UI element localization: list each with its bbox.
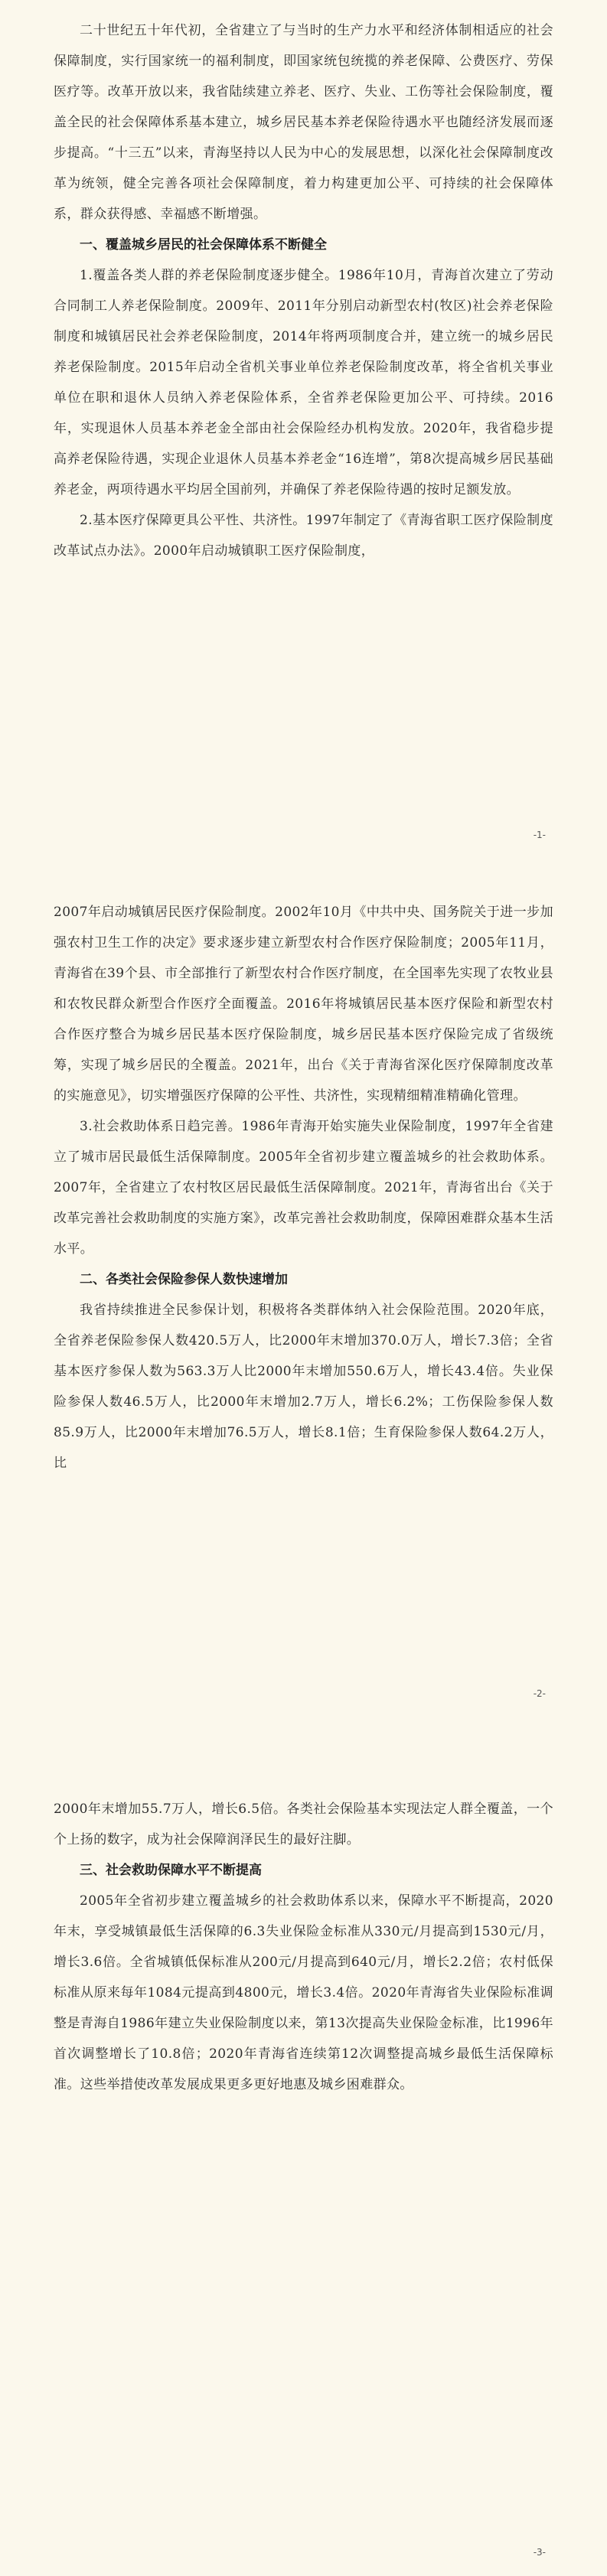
page-number: -1- — [533, 830, 546, 840]
section-heading-3: 三、社会救助保障水平不断提高 — [80, 1863, 262, 1878]
intro-paragraph: 二十世纪五十年代初，全省建立了与当时的生产力水平和经济体制相适应的社会保障制度，实行国家统一的福利制度，即国家统包统揽的养老保障、公费医疗、劳保医疗等。改革开放以来，我省陆续建立养老、医疗、失业、工伤等社会保险制度，覆盖全民的社会保障体系基本建立，城乡居民基本养老保险待遇水平也随经济发展而逐步提高。“十三五”以来，青海坚持以人民为中心的发展思想，以深化社会保障制度改革为统领，健全完善各项社会保障制度，着力构建更加公平、可持续的社会保障体系，群众获得感、幸福感不断增强。 — [54, 23, 553, 222]
medical-paragraph-start: 2.基本医疗保障更具公平性、共济性。1997年制定了《青海省职工医疗保险制度改革试点办法》。2000年启动城镇职工医疗保险制度， — [54, 513, 553, 559]
medical-paragraph-cont: 2007年启动城镇居民医疗保险制度。2002年10月《中共中央、国务院关于进一步加强农村卫生工作的决定》要求逐步建立新型农村合作医疗保险制度；2005年11月，青海省在39个县、市全部推行了新型农村合作医疗制度，在全国率先实现了农牧业县和农牧民群众新型合作医疗全面覆盖。2016年将城镇居民基本医疗保险和新型农村合作医疗整合为城乡居民基本医疗保险制度，城乡居民基本医疗保险完成了省级统筹，实现了城乡居民的全覆盖。2021年，出台《关于青海省深化医疗保障制度改革的实施意见》，切实增强医疗保障的公平性、共济性，实现精细精准精确化管理。 — [54, 905, 553, 1104]
pension-paragraph: 1.覆盖各类人群的养老保险制度逐步健全。1986年10月，青海首次建立了劳动合同制工人养老保险制度。2009年、2011年分别启动新型农村(牧区)社会养老保险制度和城镇居民社会养老保险制度，2014年将两项制度合并，建立统一的城乡居民养老保险制度。2015年启动全省机关事业单位养老保险制度改革，将全省机关事业单位在职和退休人员纳入养老保险体系，全省养老保险更加公平、可持续。2016年，实现退休人员基本养老金全部由社会保险经办机构发放。2020年，我省稳步提高养老保险待遇，实现企业退休人员基本养老金“16连增”，第8次提高城乡居民基础养老金，两项待遇水平均居全国前列，并确保了养老保险待遇的按时足额发放。 — [54, 268, 553, 497]
insured-paragraph-cont: 2000年末增加55.7万人，增长6.5倍。各类社会保险基本实现法定人群全覆盖，一个个上扬的数字，成为社会保障润泽民生的最好注脚。 — [54, 1802, 553, 1847]
section-heading-2: 二、各类社会保险参保人数快速增加 — [80, 1272, 288, 1287]
section-heading-1: 一、覆盖城乡居民的社会保障体系不断健全 — [80, 237, 327, 253]
page-1 — [0, 0, 607, 859]
page-2 — [0, 859, 607, 1717]
assistance-paragraph: 3.社会救助体系日趋完善。1986年青海开始实施失业保险制度，1997年全省建立了城市居民最低生活保障制度。2005年全省初步建立覆盖城乡的社会救助体系。2007年，全省建立了农村牧区居民最低生活保障制度。2021年，青海省出台《关于改革完善社会救助制度的实施方案》，改革完善社会救助制度，保障困难群众基本生活水平。 — [54, 1119, 553, 1257]
page-number: -2- — [533, 1688, 546, 1699]
insured-paragraph-start: 我省持续推进全民参保计划，积极将各类群体纳入社会保险范围。2020年底，全省养老保险参保人数420.5万人，比2000年末增加370.0万人，增长7.3倍；全省基本医疗参保人数为563.3万人比2000年末增加550.6万人，增长43.4倍。失业保险参保人数46.5万人，比2000年末增加2.7万人，增长6.2%；工伤保险参保人数85.9万人，比2000年末增加76.5万人，增长8.1倍；生育保险参保人数64.2万人，比 — [54, 1303, 553, 1471]
relief-paragraph: 2005年全省初步建立覆盖城乡的社会救助体系以来，保障水平不断提高，2020年末，享受城镇最低生活保障的6.3失业保险金标准从330元/月提高到1530元/月，增长3.6倍。全省城镇低保标准从200元/月提高到640元/月，增长2.2倍；农村低保标准从原来每年1084元提高到4800元，增长3.4倍。2020年青海省失业保险标准调整是青海自1986年建立失业保险制度以来，第13次提高失业保险金标准，比1996年首次调整增长了10.8倍；2020年青海省连续第12次调整提高城乡最低生活保障标准。这些举措使改革发展成果更多更好地惠及城乡困难群众。 — [54, 1893, 553, 2092]
page-number: -3- — [533, 2547, 546, 2558]
page-3 — [0, 1717, 607, 2576]
